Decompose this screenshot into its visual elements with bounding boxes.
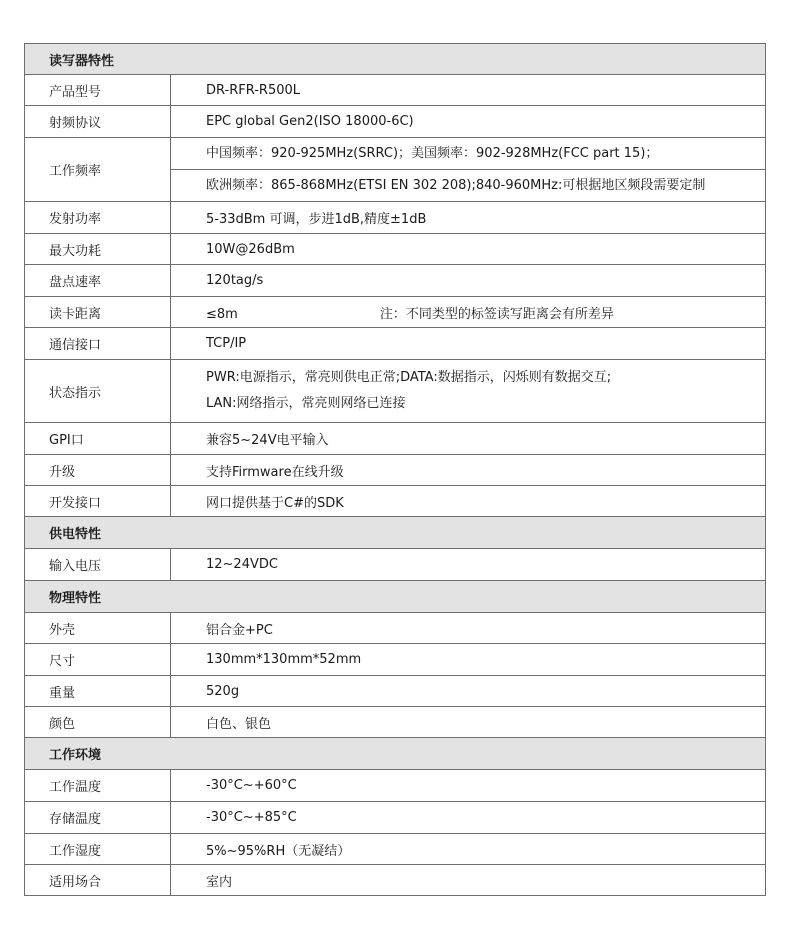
row-label: 重量 <box>25 676 171 707</box>
row-label: 发射功率 <box>25 202 171 234</box>
row-value: 520g <box>171 676 766 707</box>
spec-table <box>24 43 766 896</box>
table-row <box>25 644 766 676</box>
table-row <box>25 707 766 738</box>
row-label: 盘点速率 <box>25 265 171 297</box>
table-row <box>25 328 766 360</box>
table-row <box>25 202 766 234</box>
row-value-line: LAN:网络指示，常亮则网络已连接 <box>206 396 406 411</box>
row-label: 升级 <box>25 455 171 486</box>
row-value-cell <box>171 297 766 328</box>
table-row <box>25 75 766 106</box>
row-label: 工作温度 <box>25 770 171 802</box>
table-row <box>25 297 766 328</box>
row-value-line: 中国频率：920-925MHz(SRRC)；美国频率：902-928MHz(FCC part 15)； <box>206 146 659 161</box>
row-label: 读卡距离 <box>25 297 171 328</box>
row-value: TCP/IP <box>171 328 766 360</box>
section-title: 读写器特性 <box>25 44 766 75</box>
table-row <box>25 423 766 455</box>
row-value: 12~24VDC <box>171 549 766 581</box>
row-label: 最大功耗 <box>25 234 171 265</box>
row-label: 状态指示 <box>25 360 171 423</box>
table-row <box>25 106 766 138</box>
row-value: ≤8m <box>206 306 238 322</box>
section-title: 供电特性 <box>25 517 766 549</box>
table-row <box>25 455 766 486</box>
row-value: EPC global Gen2(ISO 18000-6C) <box>171 106 766 138</box>
row-label: 尺寸 <box>25 644 171 676</box>
row-value: 5%~95%RH（无凝结） <box>171 834 766 865</box>
row-value: 120tag/s <box>171 265 766 297</box>
row-value: 130mm*130mm*52mm <box>171 644 766 676</box>
row-value-line: 欧洲频率：865-868MHz(ETSI EN 302 208);840-960MHz:可根据地区频段需要定制 <box>171 169 765 201</box>
row-value: 支持Firmware在线升级 <box>171 455 766 486</box>
table-row <box>25 613 766 644</box>
row-label: 通信接口 <box>25 328 171 360</box>
row-value: 网口提供基于C#的SDK <box>171 486 766 517</box>
table-row <box>25 676 766 707</box>
row-label: 工作湿度 <box>25 834 171 865</box>
row-label: 颜色 <box>25 707 171 738</box>
row-label: 射频协议 <box>25 106 171 138</box>
row-value: 兼容5~24V电平输入 <box>171 423 766 455</box>
section-title: 工作环境 <box>25 738 766 770</box>
row-value-cell <box>171 360 766 423</box>
row-value: -30°C~+85°C <box>171 802 766 834</box>
row-value: DR-RFR-R500L <box>171 75 766 106</box>
table-row <box>25 770 766 802</box>
row-value: 5-33dBm 可调，步进1dB,精度±1dB <box>171 202 766 234</box>
row-label: 输入电压 <box>25 549 171 581</box>
section-header <box>25 581 766 613</box>
table-row <box>25 360 766 423</box>
row-label: GPI口 <box>25 423 171 455</box>
row-value-cell <box>171 138 766 202</box>
table-row <box>25 802 766 834</box>
table-row <box>25 486 766 517</box>
section-header <box>25 738 766 770</box>
section-header <box>25 517 766 549</box>
table-row <box>25 549 766 581</box>
row-label: 外壳 <box>25 613 171 644</box>
row-value: 10W@26dBm <box>171 234 766 265</box>
row-label: 开发接口 <box>25 486 171 517</box>
row-value: -30°C~+60°C <box>171 770 766 802</box>
row-value-line: PWR:电源指示，常亮则供电正常;DATA:数据指示，闪烁则有数据交互; <box>206 370 612 385</box>
row-value: 室内 <box>171 865 766 896</box>
table-row <box>25 265 766 297</box>
row-value: 白色、银色 <box>171 707 766 738</box>
row-note: 注：不同类型的标签读写距离会有所差异 <box>379 306 614 322</box>
section-title: 物理特性 <box>25 581 766 613</box>
row-label: 产品型号 <box>25 75 171 106</box>
row-label: 适用场合 <box>25 865 171 896</box>
row-value: 铝合金+PC <box>171 613 766 644</box>
table-row <box>25 834 766 865</box>
row-label: 工作频率 <box>25 138 171 202</box>
table-row <box>25 865 766 896</box>
table-row <box>25 234 766 265</box>
table-row <box>25 138 766 202</box>
row-label: 存储温度 <box>25 802 171 834</box>
section-header <box>25 44 766 75</box>
